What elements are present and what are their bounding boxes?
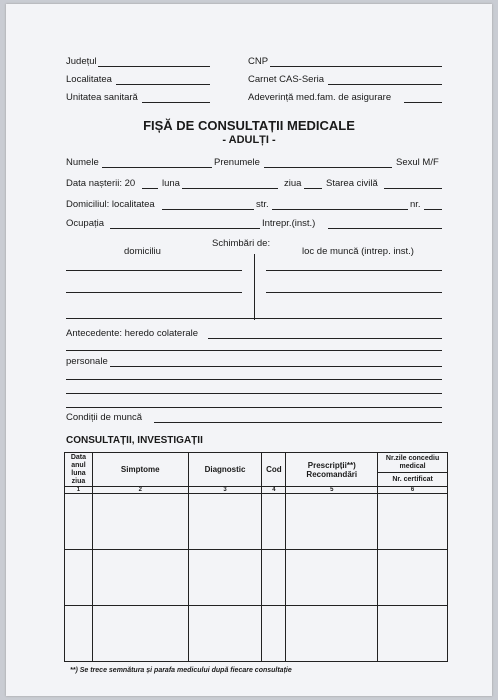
- field-numele[interactable]: [102, 167, 212, 168]
- field-carnet[interactable]: [328, 84, 442, 85]
- field-luna[interactable]: [182, 188, 278, 189]
- field-judetul[interactable]: [98, 66, 210, 67]
- col-number: 2: [92, 487, 188, 494]
- label-schimbari: Schimbări de:: [212, 238, 271, 249]
- field-an[interactable]: [142, 188, 158, 189]
- col-number: 4: [262, 487, 286, 494]
- changes-bottom-line: [66, 318, 442, 319]
- field-localitatea-dom[interactable]: [162, 209, 254, 210]
- col-cod: Cod: [262, 453, 286, 487]
- col-number: 1: [65, 487, 93, 494]
- field-cnp[interactable]: [270, 66, 442, 67]
- col-number: 5: [286, 487, 378, 494]
- field-domiciliu-1[interactable]: [66, 270, 242, 271]
- label-ocupatia: Ocupația: [66, 218, 105, 229]
- cell-prescriptii[interactable]: [286, 606, 378, 662]
- col-prescriptii: Prescripții**) Recomandări: [286, 453, 378, 487]
- label-localitatea: Localitatea: [66, 74, 112, 85]
- field-loc-1[interactable]: [266, 270, 442, 271]
- cell-cod[interactable]: [262, 606, 286, 662]
- label-starea: Starea civilă: [326, 178, 378, 189]
- table-row: [65, 550, 448, 606]
- label-sexul: Sexul M/F: [396, 157, 439, 168]
- cell-simptome[interactable]: [92, 606, 188, 662]
- col-diagnostic: Diagnostic: [188, 453, 262, 487]
- cell-diagnostic[interactable]: [188, 550, 262, 606]
- label-numele: Numele: [66, 157, 99, 168]
- field-antecedente-2[interactable]: [66, 350, 442, 351]
- field-str[interactable]: [272, 209, 408, 210]
- field-adeverinta[interactable]: [404, 102, 442, 103]
- label-carnet: Carnet CAS-Seria: [248, 74, 325, 85]
- section-title: CONSULTAȚII, INVESTIGAȚII: [66, 435, 203, 446]
- cell-data[interactable]: [65, 550, 93, 606]
- label-adeverinta: Adeverință med.fam. de asigurare: [248, 92, 392, 103]
- label-personale: personale: [66, 356, 108, 367]
- label-judetul: Județul: [66, 56, 97, 67]
- field-personale-4[interactable]: [66, 407, 442, 408]
- col-number: 3: [188, 487, 262, 494]
- label-loc-munca: loc de muncă (intrep. inst.): [302, 246, 414, 257]
- label-intrepr: Intrepr.(inst.): [262, 218, 316, 229]
- table-row: [65, 606, 448, 662]
- cell-cod[interactable]: [262, 494, 286, 550]
- col-number: 6: [378, 487, 448, 494]
- cell-diagnostic[interactable]: [188, 494, 262, 550]
- cell-simptome[interactable]: [92, 494, 188, 550]
- field-localitatea[interactable]: [116, 84, 210, 85]
- cell-data[interactable]: [65, 494, 93, 550]
- field-domiciliu-2[interactable]: [66, 292, 242, 293]
- cell-cod[interactable]: [262, 550, 286, 606]
- field-antecedente[interactable]: [208, 338, 442, 339]
- label-luna: luna: [162, 178, 180, 189]
- field-ocupatia[interactable]: [110, 228, 260, 229]
- label-data-nasterii: Data nașterii: 20: [66, 178, 136, 189]
- table-row: [65, 494, 448, 550]
- label-prenumele: Prenumele: [214, 157, 260, 168]
- label-str: str.: [256, 199, 269, 210]
- field-personale-2[interactable]: [66, 379, 442, 380]
- label-domiciliu: domiciliu: [124, 246, 161, 257]
- field-starea[interactable]: [384, 188, 442, 189]
- field-personale[interactable]: [110, 366, 442, 367]
- label-conditii: Condiții de muncă: [66, 412, 143, 423]
- cell-data[interactable]: [65, 606, 93, 662]
- label-antecedente: Antecedente: heredo colaterale: [66, 328, 199, 339]
- cell-nr-zile[interactable]: [378, 494, 448, 550]
- form-sheet: [6, 4, 492, 696]
- cell-nr-zile[interactable]: [378, 550, 448, 606]
- col-data: Data anul luna ziua: [65, 453, 93, 487]
- field-conditii[interactable]: [154, 422, 442, 423]
- footnote: **) Se trece semnătura și parafa medicului după fiecare consultație: [70, 667, 292, 674]
- col-nr-zile: Nr.zile concediu medical: [378, 453, 448, 473]
- cell-simptome[interactable]: [92, 550, 188, 606]
- field-prenumele[interactable]: [264, 167, 392, 168]
- label-cnp: CNP: [248, 56, 269, 67]
- field-loc-2[interactable]: [266, 292, 442, 293]
- page-subtitle: - ADULȚI -: [222, 134, 276, 146]
- cell-nr-zile[interactable]: [378, 606, 448, 662]
- col-nr-certificat: Nr. certificat: [378, 473, 448, 487]
- label-unitatea: Unitatea sanitară: [66, 92, 138, 103]
- field-intrepr[interactable]: [328, 228, 442, 229]
- label-nr: nr.: [410, 199, 421, 210]
- field-personale-3[interactable]: [66, 393, 442, 394]
- field-nr[interactable]: [424, 209, 442, 210]
- consultations-table: [64, 452, 448, 662]
- cell-prescriptii[interactable]: [286, 494, 378, 550]
- cell-diagnostic[interactable]: [188, 606, 262, 662]
- cell-prescriptii[interactable]: [286, 550, 378, 606]
- field-unitatea[interactable]: [142, 102, 210, 103]
- label-domiciliul: Domiciliul: localitatea: [66, 199, 155, 210]
- col-simptome: Simptome: [92, 453, 188, 487]
- page-title: FIȘĂ DE CONSULTAȚII MEDICALE: [143, 118, 355, 133]
- label-ziua: ziua: [284, 178, 302, 189]
- changes-divider: [254, 254, 255, 320]
- field-ziua[interactable]: [304, 188, 322, 189]
